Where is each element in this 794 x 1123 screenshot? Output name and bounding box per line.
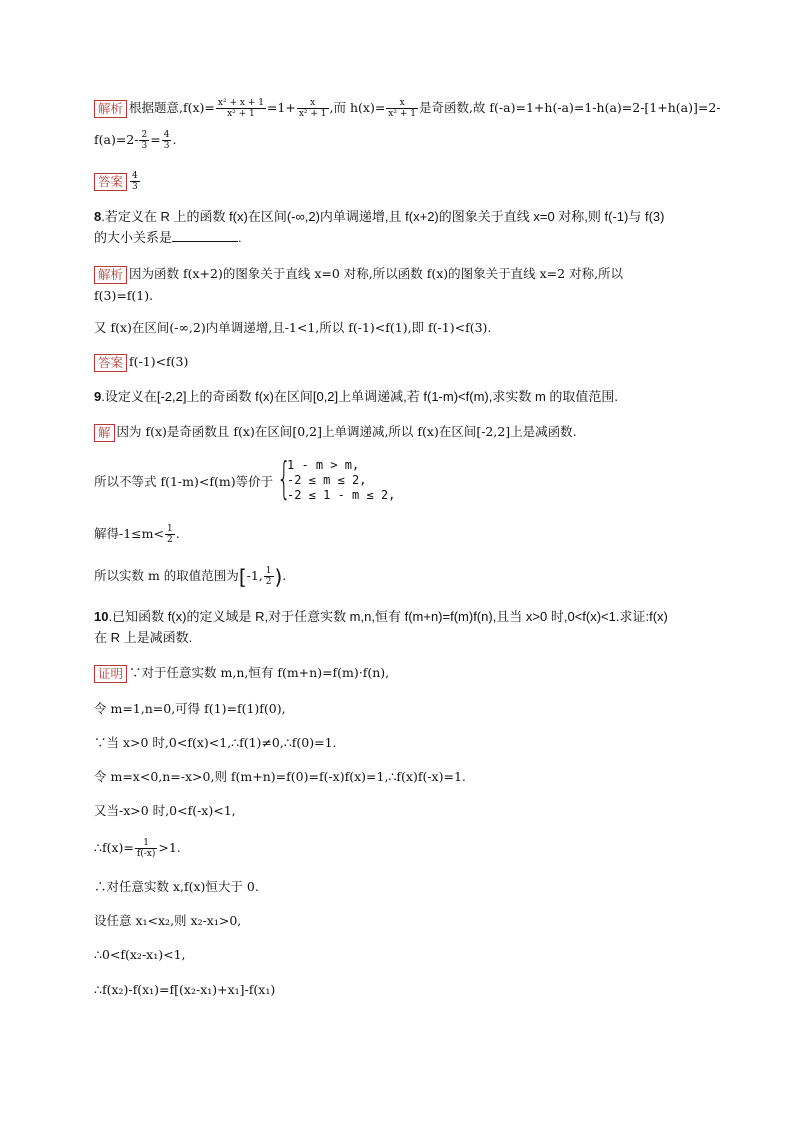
analysis-tag: 解析 bbox=[94, 100, 127, 118]
p7-analysis-text: 根据题意,f(x)= bbox=[129, 100, 215, 115]
q10-proof-line-4: 令 m=x<0,n=-x>0,则 f(m+n)=f(0)=f(-x)f(x)=1,∴f(x)f(-x)=1. bbox=[94, 769, 466, 784]
q8-answer-line: 答案 f(-1)<f(3) bbox=[94, 352, 702, 372]
q9-solution-line-1: 解 因为 f(x)是奇函数且 f(x)在区间[0,2]上单调递减,所以 f(x)在区间[-2,2]上是减函数. bbox=[94, 422, 702, 442]
fraction: $\frac{2}{3}$ bbox=[141, 130, 148, 151]
q8-stem-line-2: 的大小关系是 . bbox=[94, 230, 242, 245]
document-page: 解析 根据题意,f(x)= $\frac{\text{x² + x + 1}}{\text{x² + 1}}$ =1+ $\frac{x}{\text{x² + 1}}$ ,而 h(x)= $\frac{x}{\text{x² + 1}}$ 是奇函数,故 f(-a)=1+h(-a)=1-h(a)=2-[1+h(a)]=2- f(a)=2- $\frac{2}{3}$ = $\frac{4}{3}$ . 答案 $\frac{4}{3}$ 8.若定义在 R 上的函数 f(x)在区间(-∞,2)内单调递增,且 f(x+2)的图象关于直线 x=0 对称,则 f(-1)与 f(3) 的大小关系是 . 解析 因为函数 f(x+2)的图象关于直线 x=0 对称,所以函数 f(x)的图象关于直线 x=2 对称,所以 f(3)=f(1). 又 f(x)在区间(-∞,2)内单调递增,且-1<1,所以 f(-1)<f(1),即 f(-1)<f(3). 答案 f(-1)<f(3) 9.设定义在[-2,2]上的奇函数 f(x)在区间[0,2]上单调递减,若 f(1-m)<f(m),求实数 m 的取值范围. 解 因为 f(x)是奇函数且 f(x)在区间[0,2]上单调递减,所以 f(x)在区间[-2,2]上是减函数. 所以不等式 f(1-m)<f(m)等价于 { 1 - m > m, -2 ≤ m ≤ 2, -2 ≤ 1 - m ≤ 2, 解得-1≤m< $\frac{1}{2}$ . 所以实数 m 的取值范围为[-1, $\frac{1}{2}$ ). 10.已知函数 f(x)的定义域是 R,对于任意实数 m,n,恒有 f(m+n)=f(m)f(n),且当 x>0 时,0<f(x)<1.求证:f(x) 在 R 上是减函数. 证明 ∵对于任意实数 m,n,恒有 f(m+n)=f(m)·f(n), 令 m=1,n=0,可得 f(1)=f(1)f(0), ∵当 x>0 时,0<f(x)<1,∴f(1)≠0,∴f(0)=1. 令 m=x<0,n=-x>0,则 f(m+n)=f(0)=f(-x)f(x)=1,∴f(x)f(-x)=1. 又当-x>0 时,0<f(-x)<1, ∴f(x)= $\frac{1}{f(-x)}$ >1. ∴对任意实数 x,f(x)恒大于 0. 设任意 x₁<x₂,则 x₂-x₁>0, ∴0<f(x₂-x₁)<1, ∴f(x₂)-f(x₁)=f[(x₂-x₁)+x₁]-f(x₁) bbox=[0, 0, 794, 1123]
q8-analysis-line-3: 又 f(x)在区间(-∞,2)内单调递增,且-1<1,所以 f(-1)<f(1),即 f(-1)<f(3). bbox=[94, 320, 492, 335]
question-number: 8 bbox=[94, 209, 102, 224]
answer-fraction: $\frac{4}{3}$ bbox=[132, 171, 138, 192]
answer-tag: 答案 bbox=[94, 354, 127, 372]
q10-proof-line-5: 又当-x>0 时,0<f(-x)<1, bbox=[94, 803, 236, 818]
fraction: $\frac{x}{\text{x² + 1}}$ bbox=[298, 98, 327, 119]
q10-proof-line-6: ∴f(x)= $\frac{1}{f(-x)}$ >1. bbox=[94, 838, 181, 859]
system-lines: 1 - m > m, -2 ≤ m ≤ 2, -2 ≤ 1 - m ≤ 2, bbox=[287, 458, 396, 502]
q8-analysis-line-2: f(3)=f(1). bbox=[94, 288, 154, 303]
q9-solution-range: 所以实数 m 的取值范围为[-1, $\frac{1}{2}$ ). bbox=[94, 564, 287, 589]
fraction: $\frac{\text{x² + x + 1}}{\text{x² + 1}}$ bbox=[217, 98, 264, 119]
fraction: $\frac{1}{f(-x)}$ bbox=[136, 838, 156, 859]
left-brace: { bbox=[277, 453, 291, 504]
q10-proof-line-8: 设任意 x₁<x₂,则 x₂-x₁>0, bbox=[94, 913, 242, 928]
solution-tag: 解 bbox=[94, 424, 115, 442]
q10-stem-line-2: 在 R 上是减函数. bbox=[94, 630, 193, 645]
q10-proof-line-7: ∴对任意实数 x,f(x)恒大于 0. bbox=[94, 879, 259, 894]
p7-analysis-line-1: 解析 根据题意,f(x)= $\frac{\text{x² + x + 1}}{\text{x² + 1}}$ =1+ $\frac{x}{\text{x² + 1}}$ ,而 h(x)= $\frac{x}{\text{x² + 1}}$ 是奇函数,故 f(-a)=1+h(-a)=1-h(a)=2-[1+h(a)]=2- bbox=[94, 98, 702, 119]
question-number: 10 bbox=[94, 609, 109, 624]
q10-proof-line-9: ∴0<f(x₂-x₁)<1, bbox=[94, 947, 186, 962]
q10-proof-line-3: ∵当 x>0 时,0<f(x)<1,∴f(1)≠0,∴f(0)=1. bbox=[94, 735, 337, 750]
q9-stem: 9.设定义在[-2,2]上的奇函数 f(x)在区间[0,2]上单调递减,若 f(1-m)<f(m),求实数 m 的取值范围. bbox=[94, 389, 618, 404]
q8-stem-line-1: 8.若定义在 R 上的函数 f(x)在区间(-∞,2)内单调递增,且 f(x+2)的图象关于直线 x=0 对称,则 f(-1)与 f(3) bbox=[94, 209, 665, 224]
q10-proof-line-2: 令 m=1,n=0,可得 f(1)=f(1)f(0), bbox=[94, 701, 286, 716]
q10-proof-line-1: 证明 ∵对于任意实数 m,n,恒有 f(m+n)=f(m)·f(n), bbox=[94, 663, 702, 683]
q10-proof-line-10: ∴f(x₂)-f(x₁)=f[(x₂-x₁)+x₁]-f(x₁) bbox=[94, 982, 276, 997]
answer-blank bbox=[172, 229, 238, 242]
p7-answer-line bbox=[94, 171, 702, 192]
q9-solution-result: 解得-1≤m< $\frac{1}{2}$ . bbox=[94, 524, 180, 545]
q10-stem-line-1: 10.已知函数 f(x)的定义域是 R,对于任意实数 m,n,恒有 f(m+n)=f(m)f(n),且当 x>0 时,0<f(x)<1.求证:f(x) bbox=[94, 609, 668, 624]
proof-tag: 证明 bbox=[94, 665, 127, 683]
fraction: $\frac{1}{2}$ bbox=[265, 566, 272, 587]
q8-analysis-line-1: 解析 因为函数 f(x+2)的图象关于直线 x=0 对称,所以函数 f(x)的图象关于直线 x=2 对称,所以 bbox=[94, 264, 702, 284]
fraction: $\frac{4}{3}$ bbox=[163, 130, 170, 151]
fraction: $\frac{1}{2}$ bbox=[166, 524, 173, 545]
p7-analysis-line-2: f(a)=2- $\frac{2}{3}$ = $\frac{4}{3}$ . bbox=[94, 130, 177, 151]
analysis-tag: 解析 bbox=[94, 266, 127, 284]
fraction: $\frac{x}{\text{x² + 1}}$ bbox=[388, 98, 416, 119]
question-number: 9 bbox=[94, 389, 102, 404]
answer-tag: 答案 bbox=[94, 173, 127, 191]
